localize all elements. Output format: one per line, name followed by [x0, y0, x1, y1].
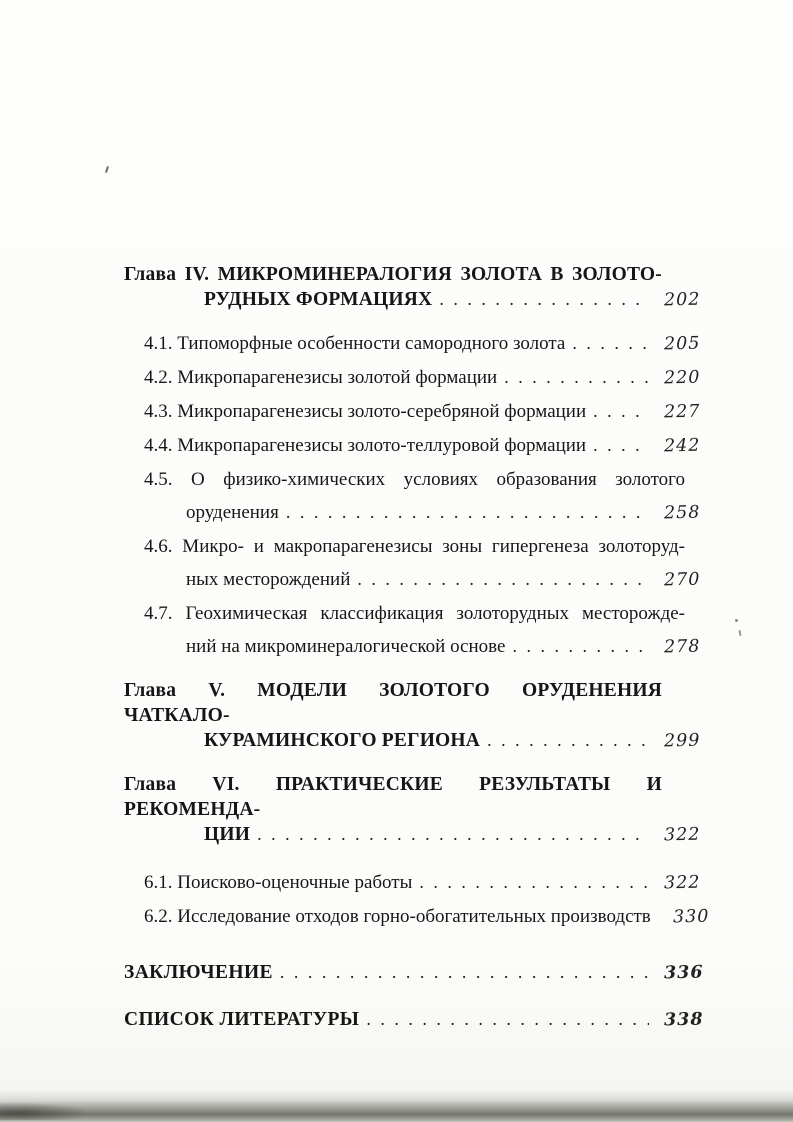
dot-leader: [593, 395, 649, 428]
chapter-5-title-line-2-row: [124, 728, 720, 754]
chapter-6-title-line-2: ЦИИ: [204, 824, 251, 845]
toc-entry-4-4: [124, 429, 720, 463]
entry-label: СПИСОК ЛИТЕРАТУРЫ: [124, 1009, 360, 1030]
scan-artifact: [738, 630, 741, 636]
page-number: 258: [663, 502, 701, 524]
entry-label: 6.1. Поисково-оценочные работы: [144, 872, 413, 893]
dot-leader: [280, 956, 649, 989]
page-number: 299: [663, 730, 701, 752]
page-number: 338: [663, 1009, 704, 1031]
dot-leader: [487, 728, 649, 753]
scan-artifact: [735, 619, 738, 622]
entry-label: 4.1. Типоморфные особенности самородного золота: [144, 333, 566, 354]
toc-entry-conclusion: [124, 956, 720, 990]
toc-entry-6-2: [124, 900, 720, 934]
table-of-contents: [124, 262, 720, 1037]
toc-entry-6-1: [124, 866, 720, 900]
entry-label: 4.4. Микропарагенезисы золото-теллуровой формации: [144, 435, 587, 456]
page-number: 336: [663, 962, 704, 984]
entry-label: 6.2. Исследование отходов горно-обогатительных производств: [144, 906, 651, 927]
page-number: 205: [663, 333, 701, 355]
entry-label-line-1: 4.5. О физико-химических условиях образования золотого: [144, 469, 685, 490]
dot-leader: [512, 630, 649, 663]
entry-label: 4.2. Микропарагенезисы золотой формации: [144, 367, 498, 388]
page-number: 322: [663, 872, 701, 894]
chapter-5-title-line-1: Глава V. МОДЕЛИ ЗОЛОТОГО ОРУДЕНЕНИЯ ЧАТКАЛО-: [124, 680, 662, 726]
entry-label-line-2: оруденения: [186, 502, 279, 523]
page-number: 202: [663, 289, 701, 311]
page-number: 322: [663, 824, 701, 846]
toc-entry-4-7: [124, 597, 720, 664]
dot-leader: [257, 822, 649, 847]
toc-entry-references: [124, 1003, 720, 1037]
page-number: 220: [663, 367, 701, 389]
dot-leader: [439, 287, 649, 312]
dot-leader: [504, 361, 649, 394]
dot-leader: [593, 429, 649, 462]
toc-entry-chapter-4: [124, 262, 720, 313]
toc-entry-4-1: [124, 327, 720, 361]
toc-entry-4-6: [124, 530, 720, 597]
chapter-4-title-line-2-row: [124, 287, 720, 313]
chapter-4-title-line-1: Глава IV. МИКРОМИНЕРАЛОГИЯ ЗОЛОТА В ЗОЛОТО-: [124, 264, 662, 285]
entry-label-line-2: ний на микроминералогической основе: [186, 636, 506, 657]
toc-entry-chapter-5: [124, 678, 720, 754]
chapter-4-title-line-2: РУДНЫХ ФОРМАЦИЯХ: [204, 289, 433, 310]
entry-label: ЗАКЛЮЧЕНИЕ: [124, 962, 273, 983]
entry-label-line-1: 4.6. Микро- и макропарагенезисы зоны гипергенеза золоторуд-: [144, 536, 685, 557]
page-number: 330: [672, 906, 710, 928]
entry-label: 4.3. Микропарагенезисы золото-серебряной формации: [144, 401, 587, 422]
entry-label-line-2: ных месторождений: [186, 569, 351, 590]
dot-leader: [286, 496, 649, 529]
page-bottom-edge: [0, 1090, 793, 1122]
entry-continuation-row: [124, 496, 720, 530]
dot-leader: [366, 1003, 649, 1036]
dot-leader: [357, 563, 649, 596]
page-number: 227: [663, 401, 701, 423]
page-number: 270: [663, 569, 701, 591]
chapter-6-title-line-1: Глава VI. ПРАКТИЧЕСКИЕ РЕЗУЛЬТАТЫ И РЕКОМЕНДА-: [124, 774, 662, 820]
toc-entry-chapter-6: [124, 772, 720, 848]
entry-label-line-1: 4.7. Геохимическая классификация золоторудных месторожде-: [144, 603, 685, 624]
page-number: 242: [663, 435, 701, 457]
chapter-6-title-line-2-row: [124, 822, 720, 848]
page-number: 278: [663, 636, 701, 658]
entry-continuation-row: [124, 563, 720, 597]
dot-leader: [419, 866, 649, 899]
toc-entry-4-3: [124, 395, 720, 429]
toc-entry-4-2: [124, 361, 720, 395]
toc-entry-4-5: [124, 463, 720, 530]
scan-artifact: [105, 166, 109, 173]
chapter-5-title-line-2: КУРАМИНСКОГО РЕГИОНА: [204, 730, 481, 751]
entry-continuation-row: [124, 630, 720, 664]
dot-leader: [572, 327, 649, 360]
